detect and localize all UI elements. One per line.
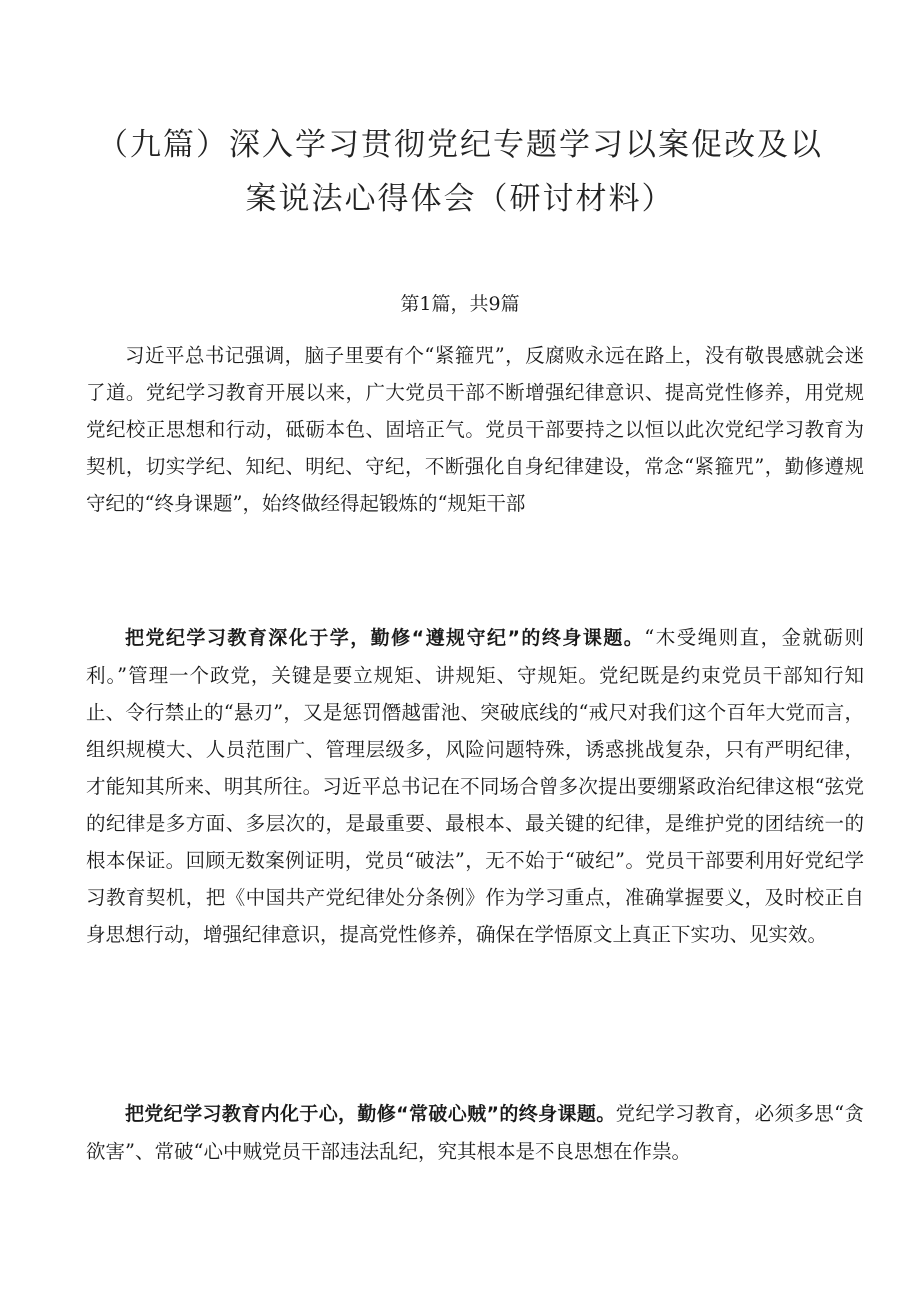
document-title [90,118,830,226]
paragraph-2-text: “木受绳则直，金就砺则利。”管理一个政党，关键是要立规矩、讲规矩、守规矩。党纪既是约束党员干部知行知止、令行禁止的“悬刃”，又是惩罚僭越雷池、突破底线的“戒尺对我们这个百年大党而言，组织规模大、人员范围广、管理层级多，风险问题特殊，诱惑挑战复杂，只有严明纪律，才能知其所来、明其所往。习近平总书记在不同场合曾多次提出要绷紧政治纪律这根“弦党的纪律是多方面、多层次的，是最重要、最根本、最关键的纪律，是维护党的团结统一的根本保证。回顾无数案例证明，党员“破法”，无不始于“破纪”。党员干部要利用好党纪学习教育契机，把《中国共产党纪律处分条例》作为学习重点，准确掌握要义，及时校正自身思想行动，增强纪律意识，提高党性修养，确保在学悟原文上真正下实功、见实效。 [86,626,864,946]
title-line-1: （九篇）深入学习贯彻党纪专题学习以案促改及以 [97,127,823,163]
paragraph-2-lead: 把党纪学习教育深化于学，勤修“遵规守纪”的终身课题。 [125,627,645,649]
paragraph-3 [86,1095,864,1170]
paragraph-3-lead: 把党纪学习教育内化于心，勤修“常破心贼”的终身课题。 [125,1103,616,1125]
paragraph-1 [86,337,864,522]
paragraph-3-text: 党纪学习教育，必须多思“贪欲害”、常破“心中贼党员干部违法乱纪，究其根本是不良思想在作祟。 [86,1102,864,1163]
part-label: 第1篇，共9篇 [400,293,520,315]
title-line-2: 案说法心得体会（研讨材料） [245,181,675,217]
paragraph-2 [86,619,864,953]
paragraph-1-text: 习近平总书记强调，脑子里要有个“紧箍咒”，反腐败永远在路上，没有敬畏感就会迷了道。党纪学习教育开展以来，广大党员干部不断增强纪律意识、提高党性修养，用党规党纪校正思想和行动，砥砺本色、固培正气。党员干部要持之以恒以此次党纪学习教育为契机，切实学纪、知纪、明纪、守纪，不断强化自身纪律建设，常念“紧箍咒”，勤修遵规守纪的“终身课题”，始终做经得起锻炼的“规矩干部 [86,344,864,515]
